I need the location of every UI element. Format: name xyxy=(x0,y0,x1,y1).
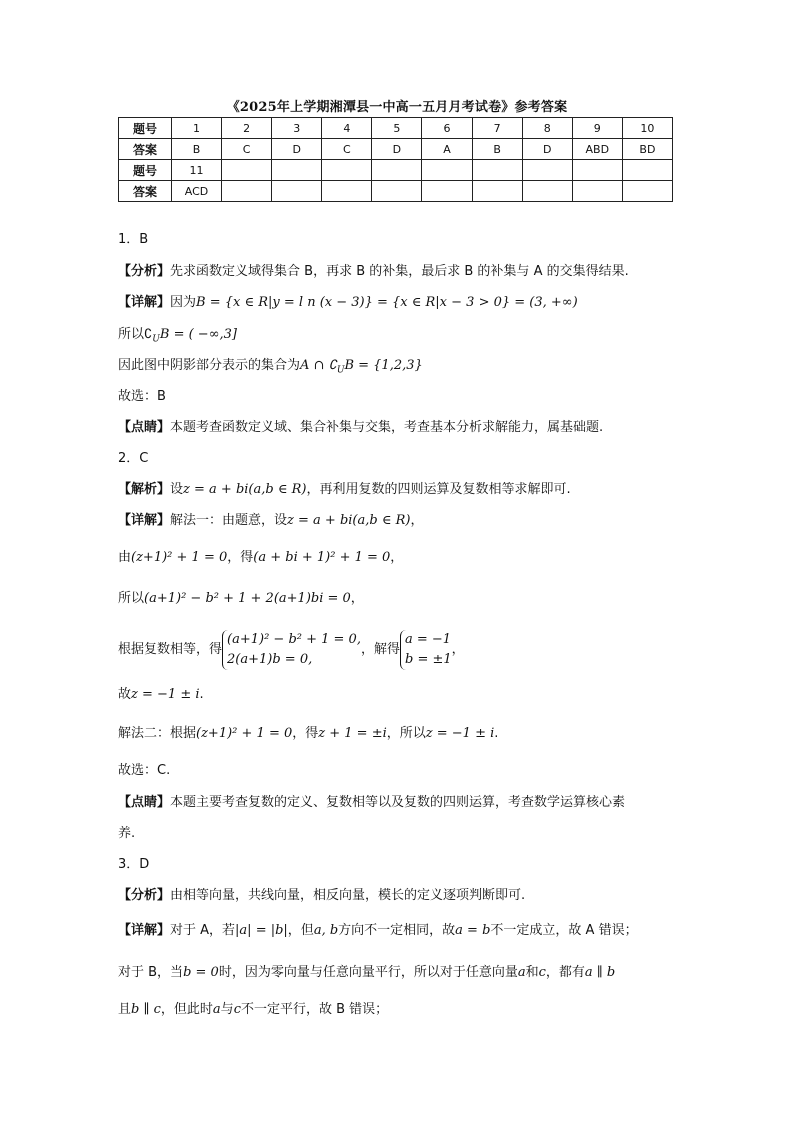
q1-comment xyxy=(118,419,603,437)
q2-method2 xyxy=(118,725,498,743)
q2-result xyxy=(118,686,204,704)
table-cell: 4 xyxy=(322,118,372,139)
detail-tag: 【详解】 xyxy=(118,513,171,528)
table-cell xyxy=(572,160,622,181)
table-cell xyxy=(472,160,522,181)
math-expression: z = −1 ± i xyxy=(425,726,495,741)
q2-jiexi xyxy=(118,481,571,499)
detail-tag: 【详解】 xyxy=(118,923,171,938)
table-cell: BD xyxy=(622,139,672,160)
row-header: 题号 xyxy=(119,160,172,181)
table-cell xyxy=(622,181,672,202)
text-post: ，再利用复数的四则运算及复数相等求解即可. xyxy=(306,482,571,497)
equation-system xyxy=(222,630,361,670)
table-cell: B xyxy=(472,139,522,160)
jiexi-tag: 【解析】 xyxy=(118,482,171,497)
q1-detail xyxy=(118,294,578,312)
math-expression: z = a + bi(a,b ∈ R) xyxy=(183,482,307,497)
q1-complement xyxy=(118,326,237,349)
table-cell: 11 xyxy=(172,160,222,181)
q2-comment-cont: 养. xyxy=(118,826,136,841)
text-pre: 由 xyxy=(118,550,132,565)
q1-shaded-set xyxy=(118,357,423,380)
text-mid: ，但此时 xyxy=(160,1002,213,1017)
table-cell xyxy=(472,181,522,202)
vector-expression: b = 0 xyxy=(183,965,219,980)
analysis-text: 先求函数定义域得集合 B，再求 B 的补集，最后求 B 的补集与 A 的交集得结果. xyxy=(170,264,629,279)
text-mid: 时，因为零向量与任意向量平行，所以对于任意向量 xyxy=(218,965,518,980)
page-title: 《2025年上学期湘潭县一中高一五月月考试卷》参考答案 xyxy=(226,100,568,115)
table-cell: D xyxy=(272,139,322,160)
comment-tag: 【点睛】 xyxy=(118,795,171,810)
q3-detail-b2 xyxy=(118,1001,388,1019)
table-cell xyxy=(572,181,622,202)
text-pre: 且 xyxy=(118,1002,132,1017)
math-expression: (a+1)² − b² + 1 + 2(a+1)bi = 0 xyxy=(144,591,351,606)
table-cell xyxy=(372,160,422,181)
table-cell: 3 xyxy=(272,118,322,139)
text-pre: 对于 B，当 xyxy=(118,965,184,980)
table-row xyxy=(119,181,673,202)
table-cell: 2 xyxy=(222,118,272,139)
analysis-tag: 【分析】 xyxy=(118,264,171,279)
text-pre: 所以 xyxy=(118,327,145,342)
table-cell: 7 xyxy=(472,118,522,139)
q2-detail xyxy=(118,512,423,530)
table-cell: ACD xyxy=(172,181,222,202)
table-cell: C xyxy=(322,139,372,160)
table-cell: 6 xyxy=(422,118,472,139)
q3-number: 3．D xyxy=(118,857,150,872)
equation-row: (a+1)² − b² + 1 = 0, xyxy=(227,632,361,647)
q2-so xyxy=(118,590,364,608)
math-expression: z = −1 ± i xyxy=(131,687,200,702)
complement-symbol: ∁ xyxy=(144,327,153,342)
equation-row: 2(a+1)b = 0, xyxy=(227,652,313,667)
text-mid: 和 xyxy=(525,965,539,980)
solution-row: a = −1 xyxy=(404,632,452,647)
table-cell: D xyxy=(522,139,572,160)
table-cell xyxy=(272,160,322,181)
q1-analysis xyxy=(118,263,629,281)
math-expression: B = ( −∞,3] xyxy=(159,327,238,342)
math-expression: (z+1)² + 1 = 0 xyxy=(131,550,228,565)
table-cell xyxy=(222,160,272,181)
text-mid: ，解得 xyxy=(360,642,400,657)
subscript: U xyxy=(152,334,160,345)
table-row xyxy=(119,160,673,181)
table-cell: 5 xyxy=(372,118,422,139)
text-post: . xyxy=(494,726,499,741)
q2-from xyxy=(118,549,403,567)
table-cell xyxy=(622,160,672,181)
answer-table xyxy=(118,117,673,202)
text-post: 不一定成立，故 A 错误； xyxy=(490,923,638,938)
table-cell: A xyxy=(422,139,472,160)
text-post: . xyxy=(199,687,204,702)
solution-row: b = ±1 xyxy=(404,652,452,667)
q2-choice: 故选：C. xyxy=(118,763,171,778)
text-pre: 因此图中阴影部分表示的集合为 xyxy=(118,358,301,373)
q3-detail-b1 xyxy=(118,964,615,982)
text-post: ， xyxy=(390,550,404,565)
math-expression: z = a + bi(a,b ∈ R) xyxy=(287,513,411,528)
table-cell: D xyxy=(372,139,422,160)
math-expression: B = {1,2,3} xyxy=(344,358,423,373)
math-expression: (z+1)² + 1 = 0 xyxy=(196,726,293,741)
math-expression: A ∩ ∁ xyxy=(300,358,337,373)
table-row xyxy=(119,139,673,160)
vector-expression: a, b xyxy=(313,923,339,938)
table-cell: C xyxy=(222,139,272,160)
vector-expression: c xyxy=(233,1002,241,1017)
q1-choice: 故选：B xyxy=(118,389,166,404)
math-expression: B = {x ∈ R|y = l n (x − 3)} = {x ∈ R|x − 3 > 0} = (3, +∞) xyxy=(196,295,578,310)
table-cell xyxy=(322,160,372,181)
text-post: ， xyxy=(350,591,364,606)
text-post: 不一定平行，故 B 错误； xyxy=(240,1002,389,1017)
detail-pre: 因为 xyxy=(170,295,197,310)
vector-expression: a ∥ b xyxy=(584,965,616,980)
q2-system xyxy=(118,630,465,670)
subscript: U xyxy=(336,365,345,376)
text-pre: 解法二：根据 xyxy=(118,726,197,741)
table-cell xyxy=(372,181,422,202)
table-cell xyxy=(422,181,472,202)
table-cell: B xyxy=(172,139,222,160)
table-cell: 10 xyxy=(622,118,672,139)
vector-expression: a xyxy=(517,965,526,980)
table-cell: 8 xyxy=(522,118,572,139)
q3-analysis xyxy=(118,887,525,905)
table-cell xyxy=(422,160,472,181)
solution-system xyxy=(400,630,452,670)
vector-expression: c xyxy=(538,965,546,980)
text-mid: ，得 xyxy=(227,550,254,565)
text-pre: 故 xyxy=(118,687,132,702)
text-mid: ，得 xyxy=(292,726,319,741)
text-mid: ，所以 xyxy=(386,726,426,741)
text-mid: 与 xyxy=(220,1002,234,1017)
comment-text: 本题考查函数定义域、集合补集与交集，考查基本分析求解能力，属基础题. xyxy=(170,420,604,435)
text-pre: 设 xyxy=(170,482,184,497)
vector-expression: a = b xyxy=(455,923,491,938)
table-row xyxy=(119,118,673,139)
text-pre: 解法一：由题意，设 xyxy=(170,513,288,528)
vector-expression: b ∥ c xyxy=(131,1002,161,1017)
table-cell xyxy=(272,181,322,202)
detail-tag: 【详解】 xyxy=(118,295,171,310)
math-expression: (a + bi + 1)² + 1 = 0 xyxy=(253,550,391,565)
q2-number: 2．C xyxy=(118,451,149,466)
table-cell xyxy=(522,160,572,181)
table-cell: ABD xyxy=(572,139,622,160)
analysis-tag: 【分析】 xyxy=(118,888,171,903)
math-expression: z + 1 = ±i xyxy=(318,726,387,741)
q2-comment xyxy=(118,794,625,812)
text-post: ， xyxy=(410,513,424,528)
vector-expression: a xyxy=(212,1002,221,1017)
text-pre: 根据复数相等，得 xyxy=(118,642,223,657)
text-mid: 方向不一定相同，故 xyxy=(338,923,456,938)
text-mid: ，但 xyxy=(287,923,314,938)
analysis-text: 由相等向量，共线向量，相反向量，模长的定义逐项判断即可. xyxy=(170,888,526,903)
row-header: 题号 xyxy=(119,118,172,139)
table-cell xyxy=(322,181,372,202)
table-cell xyxy=(222,181,272,202)
text-mid: ，都有 xyxy=(545,965,585,980)
text-pre: 所以 xyxy=(118,591,145,606)
table-cell: 1 xyxy=(172,118,222,139)
text-post: ， xyxy=(451,642,465,657)
comment-tag: 【点睛】 xyxy=(118,420,171,435)
comment-text: 本题主要考查复数的定义、复数相等以及复数的四则运算，考查数学运算核心素 xyxy=(170,795,626,810)
q1-number: 1．B xyxy=(118,232,149,247)
row-header: 答案 xyxy=(119,139,172,160)
table-cell xyxy=(522,181,572,202)
table-cell: 9 xyxy=(572,118,622,139)
text-pre: 对于 A，若 xyxy=(170,923,236,938)
row-header: 答案 xyxy=(119,181,172,202)
vector-expression: |a| = |b| xyxy=(235,923,288,938)
q3-detail-a xyxy=(118,922,638,940)
